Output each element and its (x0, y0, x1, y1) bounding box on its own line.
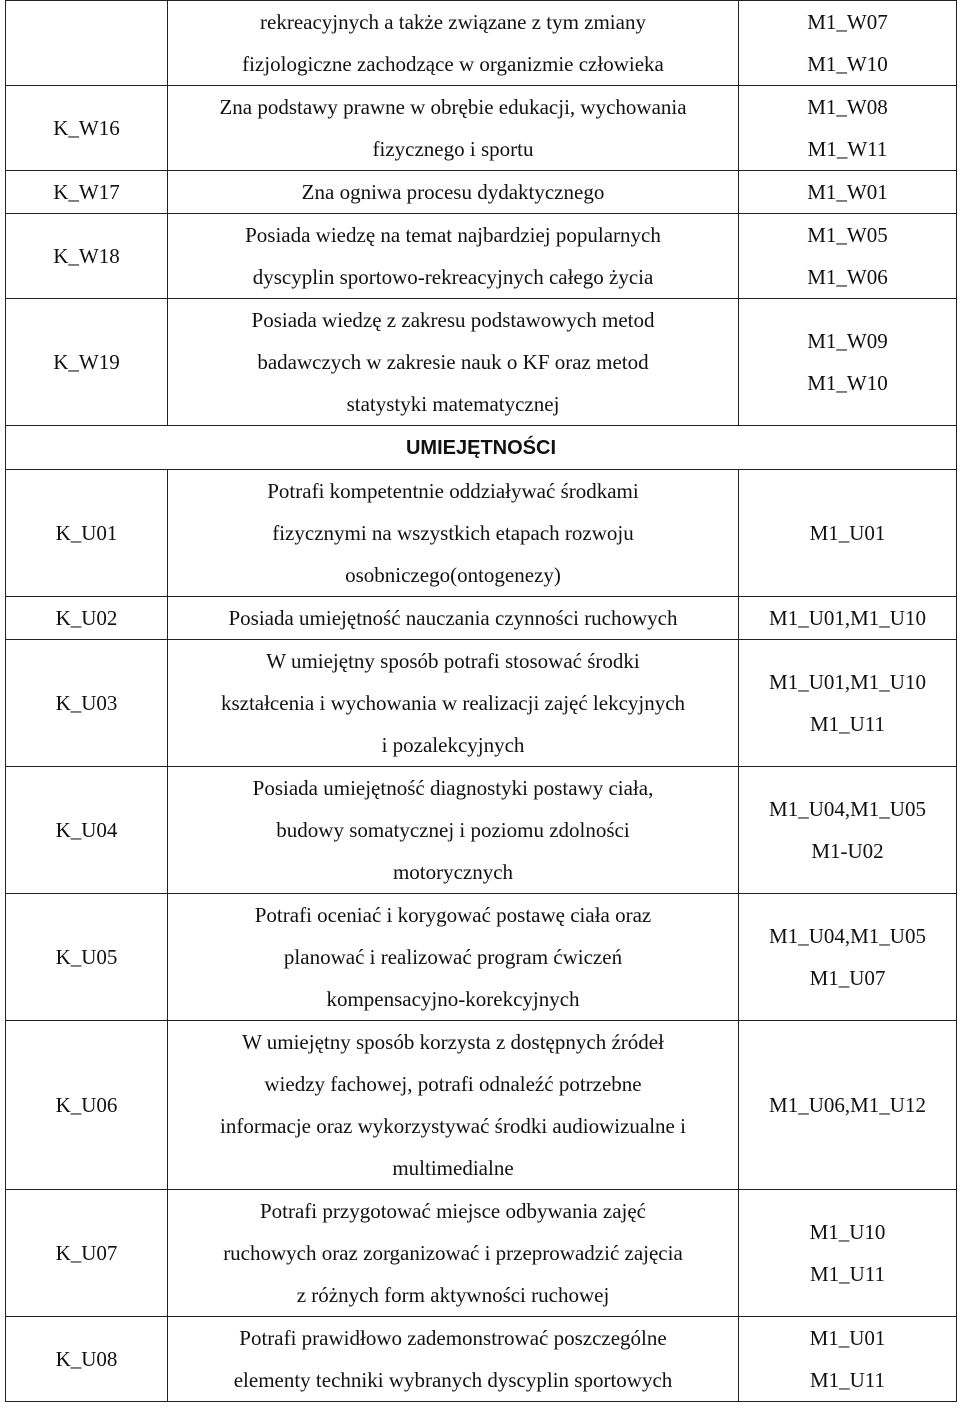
module-reference: M1_U11 (809, 1262, 886, 1286)
module-reference: M1_W06 (807, 265, 888, 289)
description-line: ruchowych oraz zorganizować i przeprowadzić zajęcia (223, 1241, 683, 1265)
module-reference: M1_W10 (807, 52, 888, 76)
outcome-code-cell (6, 894, 168, 1021)
table-row (6, 171, 957, 214)
outcome-code: K_U05 (55, 945, 118, 969)
outcome-description-cell (168, 894, 739, 1021)
outcome-description-cell (168, 86, 739, 171)
table-body (6, 1, 957, 1402)
table-row (6, 214, 957, 299)
module-reference: M1_U04,M1_U05 (769, 924, 926, 948)
module-reference-cell (739, 767, 957, 894)
outcome-code: K_U06 (55, 1093, 118, 1117)
description-line: statystyki matematycznej (346, 392, 560, 416)
module-reference: M1_U11 (809, 712, 886, 736)
table-row (6, 470, 957, 597)
module-reference: M1_W10 (807, 371, 888, 395)
module-reference-cell (739, 1021, 957, 1190)
learning-outcomes-table (5, 0, 957, 1402)
outcome-code: K_U04 (55, 818, 118, 842)
description-line: W umiejętny sposób korzysta z dostępnych źródeł (242, 1030, 664, 1054)
table-row (6, 1021, 957, 1190)
outcome-code-cell (6, 1, 168, 86)
module-reference: M1_W05 (807, 223, 888, 247)
description-line: informacje oraz wykorzystywać środki audiowizualne i (220, 1114, 686, 1138)
outcome-code: K_U08 (55, 1347, 118, 1371)
table-row (6, 1317, 957, 1402)
description-line: fizjologiczne zachodzące w organizmie człowieka (242, 52, 664, 76)
module-reference: M1_U01,M1_U10 (769, 606, 926, 630)
outcome-code: K_U07 (55, 1241, 118, 1265)
outcome-code-cell (6, 214, 168, 299)
description-line: fizycznymi na wszystkich etapach rozwoju (272, 521, 634, 545)
outcome-description-cell (168, 299, 739, 426)
outcome-code-cell (6, 767, 168, 894)
module-reference: M1_W07 (807, 10, 888, 34)
description-line: elementy techniki wybranych dyscyplin sportowych (233, 1368, 673, 1392)
description-line: motorycznych (392, 860, 514, 884)
module-reference: M1_U11 (809, 1368, 886, 1392)
outcome-description-cell (168, 767, 739, 894)
module-reference: M1_W09 (807, 329, 888, 353)
table-row (6, 894, 957, 1021)
outcome-code: K_U02 (55, 606, 118, 630)
outcome-description-cell (168, 1, 739, 86)
description-line: z różnych form aktywności ruchowej (296, 1283, 610, 1307)
module-reference: M1_U01,M1_U10 (769, 670, 926, 694)
outcome-code-cell (6, 597, 168, 640)
outcome-description-cell (168, 171, 739, 214)
description-line: dyscyplin sportowo-rekreacyjnych całego życia (252, 265, 654, 289)
outcome-description-cell (168, 597, 739, 640)
module-reference: M1_U07 (809, 966, 886, 990)
outcome-code-cell (6, 1317, 168, 1402)
section-header-row (6, 426, 957, 470)
module-reference: M1_W08 (807, 95, 888, 119)
module-reference-cell (739, 299, 957, 426)
outcome-code: K_W18 (53, 244, 120, 268)
outcome-code: K_W17 (53, 180, 120, 204)
module-reference-cell (739, 171, 957, 214)
description-line: kompensacyjno-korekcyjnych (326, 987, 580, 1011)
outcome-description-cell (168, 1021, 739, 1190)
module-reference: M1_U01 (809, 1326, 886, 1350)
section-header (6, 426, 957, 470)
module-reference-cell (739, 1317, 957, 1402)
module-reference-cell (739, 1190, 957, 1317)
outcome-code-cell (6, 86, 168, 171)
table-row (6, 86, 957, 171)
module-reference: M1_W11 (807, 137, 888, 161)
module-reference: M1_U06,M1_U12 (769, 1093, 926, 1117)
description-line: budowy somatycznej i poziomu zdolności (276, 818, 630, 842)
section-title: UMIEJĘTNOŚCI (405, 437, 557, 459)
outcome-code-cell (6, 299, 168, 426)
table-row (6, 1, 957, 86)
module-reference-cell (739, 214, 957, 299)
description-line: badawczych w zakresie nauk o KF oraz metod (257, 350, 649, 374)
outcome-code-cell (6, 1190, 168, 1317)
outcome-description-cell (168, 1190, 739, 1317)
outcome-description-cell (168, 470, 739, 597)
outcome-description-cell (168, 640, 739, 767)
description-line: Posiada umiejętność nauczania czynności ruchowych (228, 606, 678, 630)
description-line: multimedialne (392, 1156, 514, 1180)
outcome-code: K_W19 (53, 350, 120, 374)
module-reference: M1_U01 (809, 521, 886, 545)
outcome-code: K_W16 (53, 116, 120, 140)
module-reference-cell (739, 1, 957, 86)
module-reference: M1_W01 (807, 180, 888, 204)
outcome-code: K_U03 (55, 691, 118, 715)
description-line: Zna ogniwa procesu dydaktycznego (301, 180, 605, 204)
description-line: Potrafi prawidłowo zademonstrować poszczególne (239, 1326, 667, 1350)
table-row (6, 1190, 957, 1317)
module-reference-cell (739, 597, 957, 640)
module-reference-cell (739, 86, 957, 171)
module-reference: M1_U04,M1_U05 (769, 797, 926, 821)
description-line: W umiejętny sposób potrafi stosować środki (266, 649, 640, 673)
description-line: Potrafi kompetentnie oddziaływać środkami (267, 479, 639, 503)
table-row (6, 299, 957, 426)
table-row (6, 597, 957, 640)
description-line: Posiada wiedzę na temat najbardziej popularnych (245, 223, 661, 247)
outcome-code-cell (6, 640, 168, 767)
module-reference-cell (739, 894, 957, 1021)
description-line: Posiada umiejętność diagnostyki postawy ciała, (252, 776, 654, 800)
description-line: Potrafi oceniać i korygować postawę ciała oraz (254, 903, 652, 927)
description-line: rekreacyjnych a także związane z tym zmiany (260, 10, 646, 34)
description-line: wiedzy fachowej, potrafi odnaleźć potrzebne (264, 1072, 642, 1096)
outcome-code-cell (6, 171, 168, 214)
description-line: i pozalekcyjnych (381, 733, 525, 757)
module-reference: M1_U10 (809, 1220, 886, 1244)
description-line: fizycznego i sportu (372, 137, 534, 161)
outcome-description-cell (168, 1317, 739, 1402)
module-reference-cell (739, 470, 957, 597)
description-line: osobniczego(ontogenezy) (345, 563, 561, 587)
description-line: Posiada wiedzę z zakresu podstawowych metod (251, 308, 655, 332)
outcome-code: K_U01 (55, 521, 118, 545)
module-reference-cell (739, 640, 957, 767)
description-line: Potrafi przygotować miejsce odbywania zajęć (259, 1199, 646, 1223)
description-line: kształcenia i wychowania w realizacji zajęć lekcyjnych (220, 691, 686, 715)
table-row (6, 767, 957, 894)
description-line: Zna podstawy prawne w obrębie edukacji, wychowania (219, 95, 687, 119)
description-line: planować i realizować program ćwiczeń (283, 945, 623, 969)
table-row (6, 640, 957, 767)
outcome-code-cell (6, 1021, 168, 1190)
outcome-description-cell (168, 214, 739, 299)
outcome-code-cell (6, 470, 168, 597)
module-reference: M1-U02 (811, 839, 884, 863)
